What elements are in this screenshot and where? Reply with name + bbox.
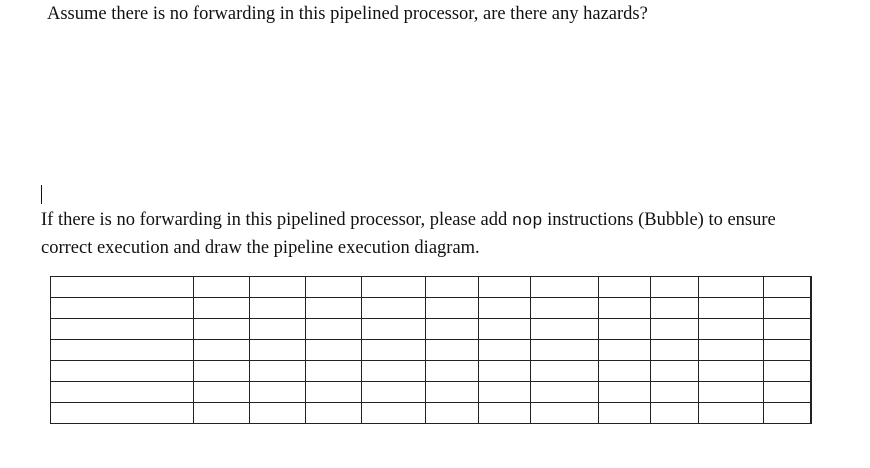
table-cell[interactable] <box>699 403 764 424</box>
table-cell[interactable] <box>764 382 811 403</box>
table-cell[interactable] <box>51 382 194 403</box>
table-cell[interactable] <box>306 403 362 424</box>
table-cell[interactable] <box>51 277 194 298</box>
table-cell[interactable] <box>362 319 426 340</box>
table-cell[interactable] <box>651 277 699 298</box>
table-cell[interactable] <box>51 361 194 382</box>
table-cell[interactable] <box>531 340 599 361</box>
table-cell[interactable] <box>250 340 306 361</box>
table-cell[interactable] <box>479 361 531 382</box>
table-cell[interactable] <box>811 361 812 382</box>
table-cell[interactable] <box>651 403 699 424</box>
table-cell[interactable] <box>599 403 651 424</box>
table-cell[interactable] <box>194 361 250 382</box>
table-cell[interactable] <box>194 277 250 298</box>
table-cell[interactable] <box>426 361 479 382</box>
question-text-after: instructions (Bubble) to ensure correct execution and draw the pipeline execution diagram. <box>41 210 776 258</box>
table-cell[interactable] <box>479 403 531 424</box>
table-cell[interactable] <box>306 319 362 340</box>
table-cell[interactable] <box>531 382 599 403</box>
table-row <box>51 382 812 403</box>
table-cell[interactable] <box>531 319 599 340</box>
table-cell[interactable] <box>306 361 362 382</box>
table-cell[interactable] <box>194 382 250 403</box>
table-cell[interactable] <box>51 403 194 424</box>
table-cell[interactable] <box>599 277 651 298</box>
table-cell[interactable] <box>531 298 599 319</box>
table-cell[interactable] <box>651 319 699 340</box>
table-cell[interactable] <box>362 382 426 403</box>
table-cell[interactable] <box>764 403 811 424</box>
table-cell[interactable] <box>194 298 250 319</box>
table-cell[interactable] <box>479 382 531 403</box>
table-cell[interactable] <box>811 277 812 298</box>
text-cursor <box>41 185 42 204</box>
question-text-before: If there is no forwarding in this pipelined processor, please add <box>41 210 512 230</box>
table-cell[interactable] <box>811 298 812 319</box>
table-cell[interactable] <box>764 277 811 298</box>
table-cell[interactable] <box>479 298 531 319</box>
table-cell[interactable] <box>426 298 479 319</box>
table-cell[interactable] <box>599 382 651 403</box>
table-cell[interactable] <box>764 298 811 319</box>
table-row <box>51 298 812 319</box>
table-cell[interactable] <box>479 319 531 340</box>
table-cell[interactable] <box>699 361 764 382</box>
table-cell[interactable] <box>651 361 699 382</box>
table-row <box>51 361 812 382</box>
table-cell[interactable] <box>194 340 250 361</box>
table-cell[interactable] <box>306 277 362 298</box>
table-cell[interactable] <box>811 319 812 340</box>
table-cell[interactable] <box>362 403 426 424</box>
table-cell[interactable] <box>250 361 306 382</box>
table-cell[interactable] <box>362 361 426 382</box>
table-row <box>51 319 812 340</box>
table-cell[interactable] <box>426 382 479 403</box>
question-hazards: Assume there is no forwarding in this pipelined processor, are there any hazards? <box>47 4 648 24</box>
table-cell[interactable] <box>51 298 194 319</box>
table-cell[interactable] <box>699 319 764 340</box>
table-cell[interactable] <box>362 298 426 319</box>
table-cell[interactable] <box>362 340 426 361</box>
question-nop-diagram <box>41 207 831 261</box>
table-cell[interactable] <box>362 277 426 298</box>
table-cell[interactable] <box>811 340 812 361</box>
table-cell[interactable] <box>426 319 479 340</box>
table-cell[interactable] <box>599 298 651 319</box>
table-cell[interactable] <box>599 340 651 361</box>
table-cell[interactable] <box>531 277 599 298</box>
table-cell[interactable] <box>599 319 651 340</box>
table-cell[interactable] <box>764 319 811 340</box>
table-cell[interactable] <box>426 403 479 424</box>
table-cell[interactable] <box>250 298 306 319</box>
table-cell[interactable] <box>764 340 811 361</box>
table-cell[interactable] <box>811 382 812 403</box>
table-row <box>51 277 812 298</box>
table-row <box>51 403 812 424</box>
pipeline-table-body <box>51 277 812 424</box>
table-cell[interactable] <box>811 403 812 424</box>
table-cell[interactable] <box>651 340 699 361</box>
table-cell[interactable] <box>250 319 306 340</box>
nop-code: nop <box>511 212 543 231</box>
table-cell[interactable] <box>51 319 194 340</box>
table-cell[interactable] <box>306 382 362 403</box>
table-row <box>51 340 812 361</box>
table-cell[interactable] <box>306 298 362 319</box>
pipeline-diagram-table <box>50 276 812 424</box>
table-cell[interactable] <box>699 277 764 298</box>
table-cell[interactable] <box>651 298 699 319</box>
table-cell[interactable] <box>194 403 250 424</box>
table-cell[interactable] <box>699 382 764 403</box>
table-cell[interactable] <box>250 277 306 298</box>
table-cell[interactable] <box>426 340 479 361</box>
table-cell[interactable] <box>699 298 764 319</box>
table-cell[interactable] <box>479 277 531 298</box>
table-cell[interactable] <box>651 382 699 403</box>
table-cell[interactable] <box>599 361 651 382</box>
table-cell[interactable] <box>51 340 194 361</box>
table-cell[interactable] <box>699 340 764 361</box>
table-cell[interactable] <box>531 403 599 424</box>
table-cell[interactable] <box>194 319 250 340</box>
table-cell[interactable] <box>479 340 531 361</box>
table-cell[interactable] <box>306 340 362 361</box>
table-cell[interactable] <box>764 361 811 382</box>
table-cell[interactable] <box>250 403 306 424</box>
table-cell[interactable] <box>426 277 479 298</box>
table-cell[interactable] <box>250 382 306 403</box>
table-cell[interactable] <box>531 361 599 382</box>
